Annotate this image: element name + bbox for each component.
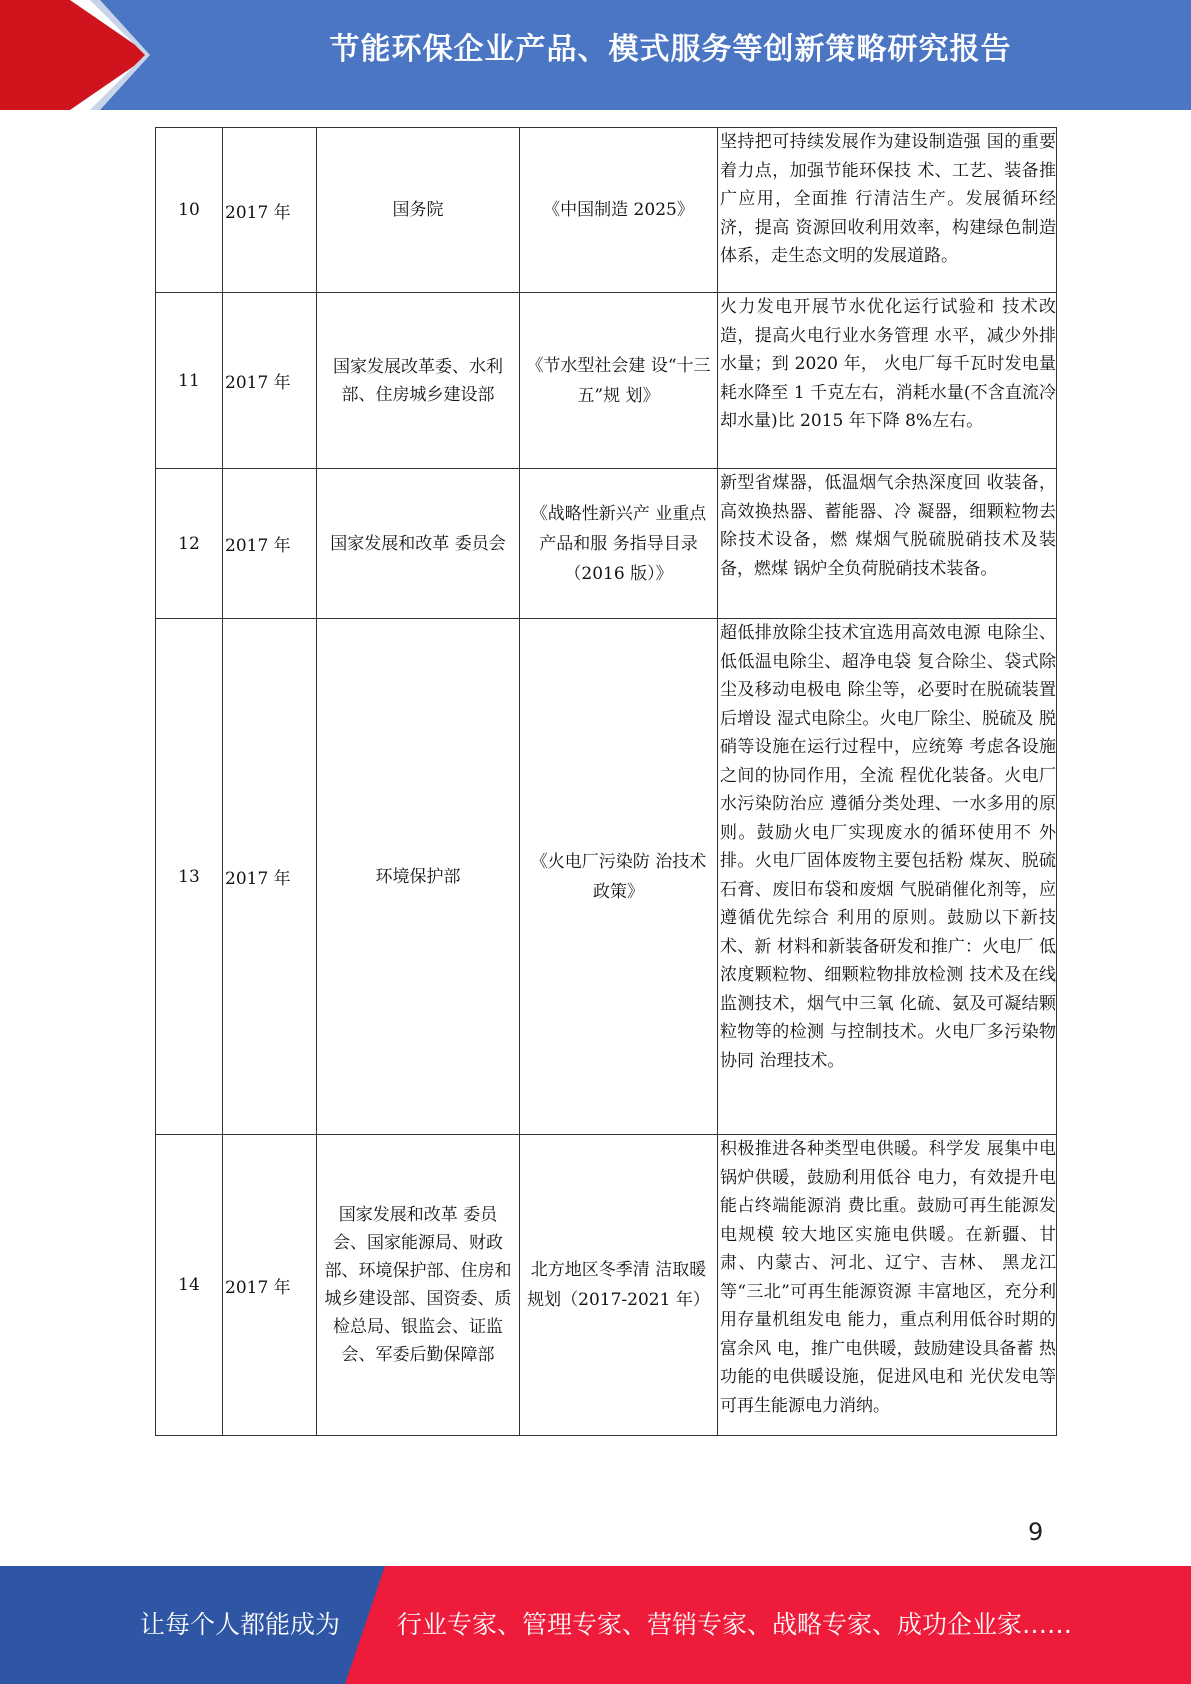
row-number: 12 bbox=[156, 469, 223, 619]
row-document: 北方地区冬季清 洁取暖规划（2017-2021 年） bbox=[520, 1135, 718, 1436]
row-number: 14 bbox=[156, 1135, 223, 1436]
page-number: 9 bbox=[1028, 1518, 1044, 1546]
table-row bbox=[156, 1135, 1057, 1436]
footer-slogan-left: 让每个人都能成为 bbox=[140, 1610, 341, 1639]
row-content-cell bbox=[718, 1135, 1057, 1436]
table-row bbox=[156, 128, 1057, 293]
policy-table bbox=[155, 127, 1057, 1436]
row-document: 《节水型社会建 设“十三五”规 划》 bbox=[520, 293, 718, 469]
row-content: 新型省煤器，低温烟气余热深度回 收装备，高效换热器、蓄能器、冷 凝器，细颗粒物去除技术设备，燃 煤烟气脱硫脱硝技术及装备，燃煤 锅炉全负荷脱硝技术装备。 bbox=[718, 469, 1057, 619]
report-title: 节能环保企业产品、模式服务等创新策略研究报告 bbox=[329, 32, 1012, 67]
row-content: 积极推进各种类型电供暖。科学发 展集中电锅炉供暖，鼓励利用低谷 电力，有效提升电能占终端能源消 费比重。鼓励可再生能源发电规模 较大地区实施电供暖。在新疆、甘 肃、内蒙古、河北、辽宁、吉林、 黑龙江等“三北”可再生能源资源 丰富地区，充分利用存量机组发电 能力，重点利用低谷时期的富余风 电，推广电供暖，鼓励建设具备蓄 热功能的电供暖设施，促进风电和 光伏发电等可再生能源电力消纳。 bbox=[720, 1139, 1056, 1416]
footer-slogan-right: 行业专家、管理专家、营销专家、战略专家、成功企业家…… bbox=[397, 1610, 1073, 1639]
row-department: 环境保护部 bbox=[317, 619, 520, 1135]
row-content: 火力发电开展节水优化运行试验和 技术改造，提高火电行业水务管理 水平，减少外排水量；到 2020 年， 火电厂每千瓦时发电量耗水降至 1 千克左右，消耗水量(不含直流冷 却水量)比 2015 年下降 8%左右。 bbox=[718, 293, 1057, 469]
row-document: 《中国制造 2025》 bbox=[520, 128, 718, 293]
table-row bbox=[156, 469, 1057, 619]
row-document: 《战略性新兴产 业重点产品和服 务指导目录（2016 版）》 bbox=[520, 469, 718, 619]
row-year: 2017 年 bbox=[223, 619, 317, 1135]
row-department: 国家发展和改革 委员会 bbox=[317, 469, 520, 619]
row-number: 11 bbox=[156, 293, 223, 469]
row-year: 2017 年 bbox=[223, 469, 317, 619]
page-footer bbox=[0, 1566, 1191, 1684]
row-number: 13 bbox=[156, 619, 223, 1135]
row-number: 10 bbox=[156, 128, 223, 293]
row-year: 2017 年 bbox=[223, 128, 317, 293]
row-department: 国家发展和改革 委员会、国家能源局、财政部、环境保护部、住房和城乡建设部、国资委、质检总局、银监会、证监会、军委后勤保障部 bbox=[317, 1135, 520, 1436]
row-year: 2017 年 bbox=[223, 1135, 317, 1436]
page-header bbox=[0, 0, 1191, 110]
row-year: 2017 年 bbox=[223, 293, 317, 469]
row-document: 《火电厂污染防 治技术政策》 bbox=[520, 619, 718, 1135]
table-row bbox=[156, 293, 1057, 469]
row-content: 坚持把可持续发展作为建设制造强 国的重要着力点，加强节能环保技 术、工艺、装备推广应用，全面推 行清洁生产。发展循环经济，提高 资源回收利用效率，构建绿色制造 体系，走生态文明的发展道路。 bbox=[718, 128, 1057, 293]
table-row bbox=[156, 619, 1057, 1135]
row-content: 超低排放除尘技术宜选用高效电源 电除尘、低低温电除尘、超净电袋 复合除尘、袋式除尘及移动电极电 除尘等，必要时在脱硫装置后增设 湿式电除尘。火电厂除尘、脱硫及 脱硝等设施在运行过程中，应统筹 考虑各设施之间的协同作用，全流 程优化装备。火电厂水污染防治应 遵循分类处理、一水多用的原则。鼓励火电厂实现废水的循环使用不 外排。火电厂固体废物主要包括粉 煤灰、脱硫石膏、废旧布袋和废烟 气脱硝催化剂等，应遵循优先综合 利用的原则。鼓励以下新技术、新 材料和新装备研发和推广：火电厂 低浓度颗粒物、细颗粒物排放检测 技术及在线监测技术，烟气中三氧 化硫、氨及可凝结颗粒物等的检测 与控制技术。火电厂多污染物协同 治理技术。 bbox=[718, 619, 1057, 1135]
row-department: 国家发展改革委、水利部、住房城乡建设部 bbox=[317, 293, 520, 469]
row-department: 国务院 bbox=[317, 128, 520, 293]
